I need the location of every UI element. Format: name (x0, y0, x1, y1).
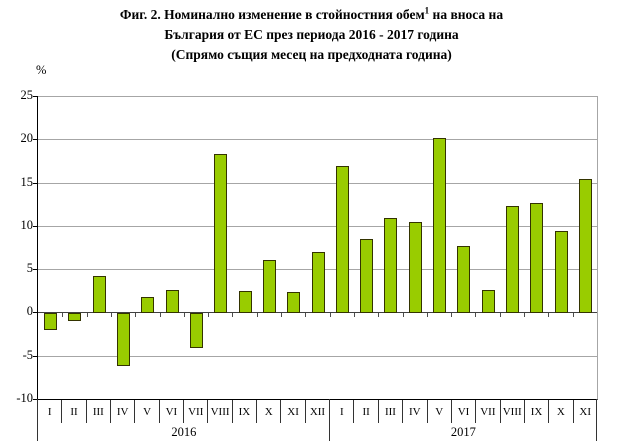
bar (117, 313, 130, 366)
gridline (38, 96, 597, 97)
month-label: V (428, 400, 452, 423)
y-tick-label: 0 (26, 304, 33, 318)
zero-axis-tick (475, 313, 476, 317)
year-divider-line (37, 399, 38, 441)
bar (287, 292, 300, 313)
y-axis-tick-mark (33, 356, 37, 357)
chart-title-line1-suffix: на вноса на (429, 7, 504, 22)
zero-axis-tick (427, 313, 428, 317)
month-label: IX (525, 400, 549, 423)
zero-axis-tick (524, 313, 525, 317)
month-label: II (62, 400, 86, 423)
y-axis-tick-mark (33, 399, 37, 400)
zero-axis-tick (62, 313, 63, 317)
month-label: IX (233, 400, 257, 423)
month-label: III (379, 400, 403, 423)
month-label: V (135, 400, 159, 423)
bar (506, 206, 519, 313)
zero-axis-tick (548, 313, 549, 317)
month-label: VI (160, 400, 184, 423)
month-label: VIII (501, 400, 525, 423)
year-divider-line (596, 399, 597, 441)
bar (214, 154, 227, 313)
zero-axis-tick (500, 313, 501, 317)
zero-axis-tick (305, 313, 306, 317)
zero-axis-tick (403, 313, 404, 317)
month-label: XII (306, 400, 330, 423)
bar (409, 222, 422, 313)
gridline (38, 183, 597, 184)
y-tick-label: 25 (20, 88, 33, 102)
y-tick-label: -10 (16, 391, 33, 405)
month-label: I (38, 400, 62, 423)
month-label: VII (476, 400, 500, 423)
month-label: I (330, 400, 354, 423)
bar (312, 252, 325, 313)
footnote-superscript: 1 (424, 5, 430, 16)
bar (263, 260, 276, 313)
zero-axis-tick (378, 313, 379, 317)
month-label: VII (184, 400, 208, 423)
bar (360, 239, 373, 313)
zero-axis-tick (257, 313, 258, 317)
bar (384, 218, 397, 313)
zero-axis-tick (330, 313, 331, 317)
x-axis-month-row (38, 400, 597, 423)
bar (141, 297, 154, 313)
bar (457, 246, 470, 313)
month-label: II (354, 400, 378, 423)
bar (166, 290, 179, 313)
zero-axis-tick (354, 313, 355, 317)
y-tick-label: -5 (22, 348, 33, 362)
zero-axis-tick (111, 313, 112, 317)
month-label: IV (111, 400, 135, 423)
bar (579, 179, 592, 313)
zero-axis-tick (232, 313, 233, 317)
zero-axis-tick (451, 313, 452, 317)
gridline (38, 139, 597, 140)
year-label: 2016 (171, 425, 197, 439)
month-label: IV (403, 400, 427, 423)
y-tick-label: 15 (20, 175, 33, 189)
chart-title (0, 5, 623, 65)
y-axis-tick-mark (33, 269, 37, 270)
month-label: X (549, 400, 573, 423)
bar (555, 231, 568, 313)
month-label: XI (579, 405, 592, 418)
chart-title-line-3: (Спрямо същия месец на предходната година) (171, 47, 452, 62)
zero-axis-tick (281, 313, 282, 317)
plot-area (37, 96, 598, 400)
y-axis-tick-mark (33, 312, 37, 313)
zero-axis-tick (87, 313, 88, 317)
bar (93, 276, 106, 313)
zero-axis-tick (208, 313, 209, 317)
y-tick-label: 10 (20, 218, 33, 232)
zero-axis-tick (184, 313, 185, 317)
chart-title-line1-text: Фиг. 2. Номинално изменение в стойностния обем (119, 7, 425, 22)
bar (190, 313, 203, 348)
y-axis-tick-mark (33, 183, 37, 184)
y-tick-label: 5 (26, 261, 33, 275)
month-label: XI (281, 400, 305, 423)
bar (239, 291, 252, 313)
year-divider-line (329, 399, 330, 441)
bar (68, 313, 81, 321)
y-tick-label: 20 (20, 131, 33, 145)
y-axis-tick-mark (33, 226, 37, 227)
bar (44, 313, 57, 330)
month-label: VIII (208, 400, 232, 423)
month-label: X (257, 400, 281, 423)
chart-title-line-1 (0, 5, 623, 25)
y-axis-tick-mark (33, 96, 37, 97)
chart-title-line-2: България от ЕС през периода 2016 - 2017 година (164, 27, 459, 42)
zero-axis-tick (135, 313, 136, 317)
x-axis-year-row (38, 423, 597, 442)
zero-axis-tick (573, 313, 574, 317)
y-axis-unit-label: % (36, 63, 47, 77)
y-axis-tick-mark (33, 139, 37, 140)
bar (530, 203, 543, 313)
month-label: III (87, 400, 111, 423)
bar (482, 290, 495, 313)
zero-axis-tick (160, 313, 161, 317)
month-label: VI (452, 400, 476, 423)
bar (336, 166, 349, 313)
bar (433, 138, 446, 313)
year-label: 2017 (450, 425, 476, 439)
